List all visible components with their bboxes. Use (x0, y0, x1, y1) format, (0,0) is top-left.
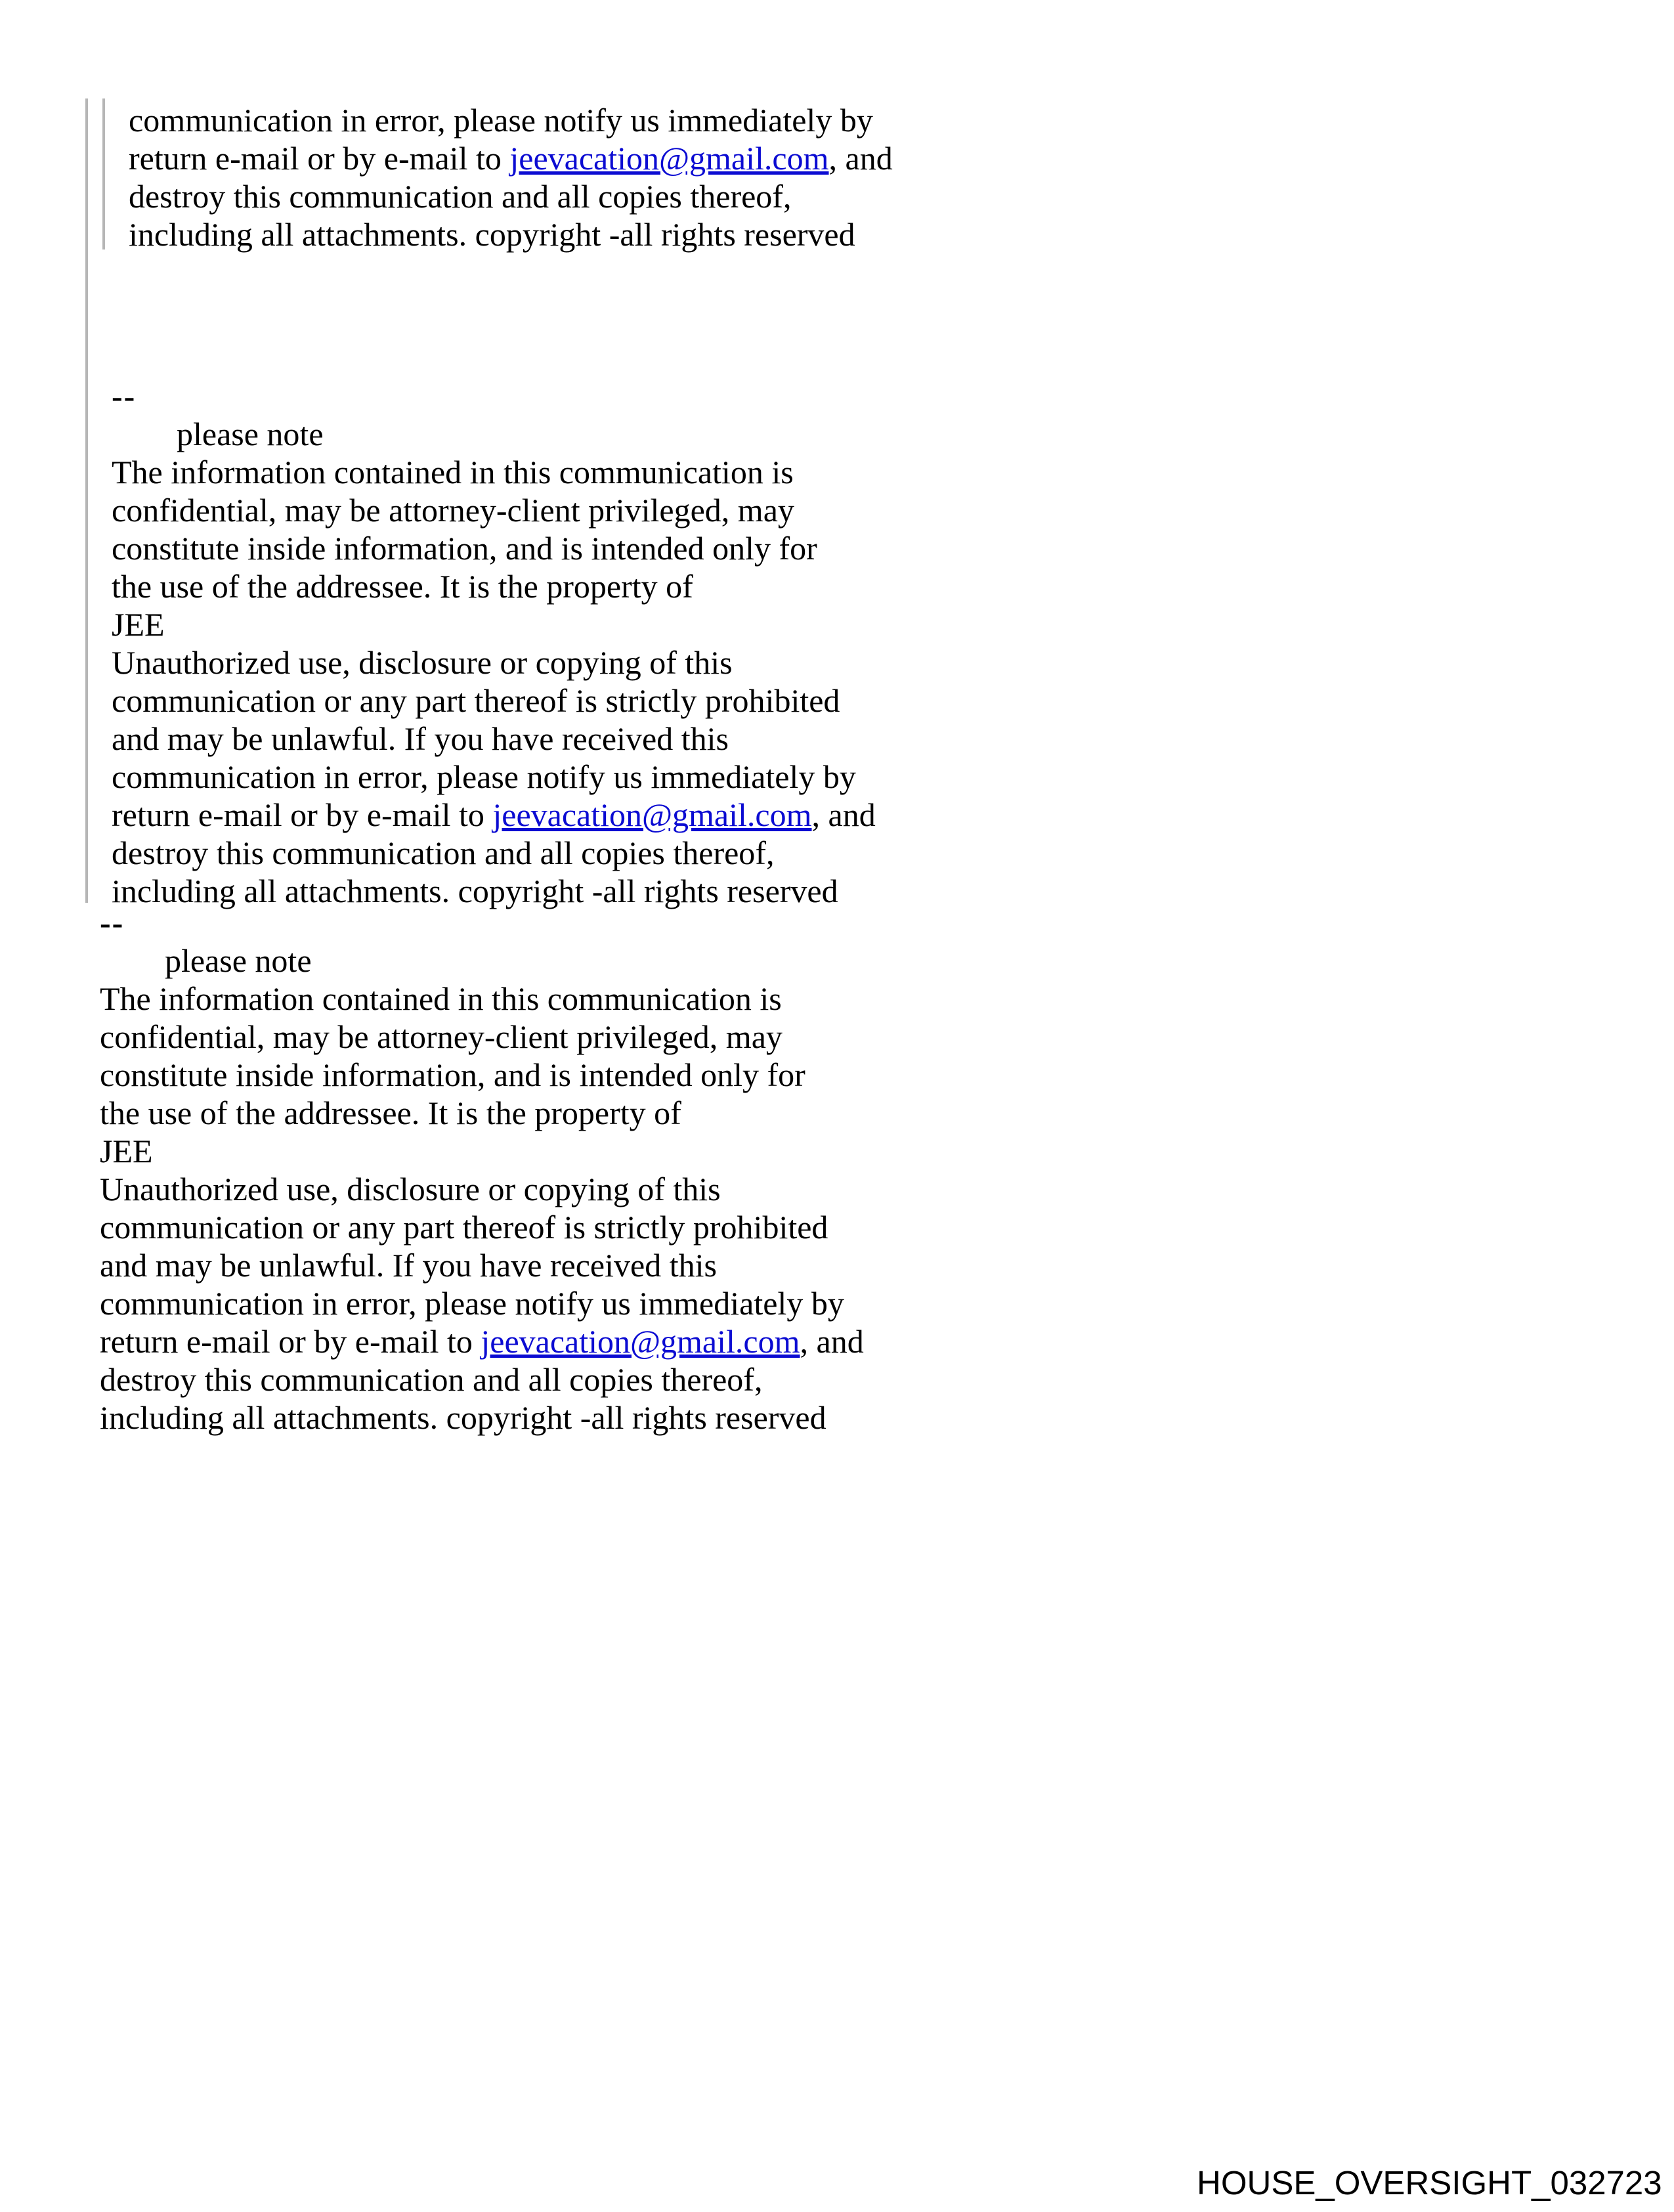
quoted-disclaimer (112, 377, 876, 910)
disclaimer-line: communication in error, please notify us immediately by (112, 758, 856, 795)
disclaimer-line: communication in error, please notify us immediately by (129, 102, 873, 139)
disclaimer-line: the use of the addressee. It is the property of (112, 568, 693, 605)
disclaimer (100, 903, 864, 1437)
link-line-after: , and (828, 140, 893, 177)
disclaimer-link-line (129, 139, 893, 177)
disclaimer-line: communication or any part thereof is strictly prohibited (112, 682, 840, 719)
signature-separator: -- (100, 904, 125, 941)
disclaimer-line: including all attachments. copyright -all rights reserved (100, 1399, 826, 1436)
email-link[interactable]: jeevacation@gmail.com (481, 1323, 800, 1360)
disclaimer-line: destroy this communication and all copies thereof, (112, 835, 775, 871)
disclaimer-line: JEE (100, 1133, 153, 1169)
quote-bar-inner (102, 98, 105, 249)
disclaimer-line: Unauthorized use, disclosure or copying of this (100, 1171, 721, 1207)
disclaimer-line: communication or any part thereof is strictly prohibited (100, 1209, 828, 1246)
please-note-label: please note (177, 416, 324, 452)
quote-bar-outer (85, 98, 88, 903)
disclaimer-line: destroy this communication and all copies thereof, (100, 1361, 763, 1398)
signature-separator: -- (112, 378, 137, 414)
disclaimer-link-line (100, 1322, 864, 1360)
link-line-before: return e-mail or by e-mail to (112, 796, 493, 833)
disclaimer-line: constitute inside information, and is intended only for (100, 1056, 805, 1093)
disclaimer-line: Unauthorized use, disclosure or copying of this (112, 644, 733, 681)
disclaimer-line: destroy this communication and all copies thereof, (129, 178, 792, 215)
disclaimer-line: and may be unlawful. If you have received this (100, 1247, 717, 1284)
bates-stamp: HOUSE_OVERSIGHT_032723 (1197, 2164, 1662, 2201)
disclaimer-line: JEE (112, 606, 165, 643)
email-link[interactable]: jeevacation@gmail.com (509, 140, 829, 177)
quoted-disclaimer-fragment (129, 101, 893, 253)
please-note-label: please note (165, 942, 312, 979)
link-line-before: return e-mail or by e-mail to (100, 1323, 481, 1360)
disclaimer-line: confidential, may be attorney-client privileged, may (100, 1018, 783, 1055)
disclaimer-line: confidential, may be attorney-client privileged, may (112, 492, 794, 529)
disclaimer-line: and may be unlawful. If you have received this (112, 720, 729, 757)
disclaimer-link-line (112, 796, 876, 834)
disclaimer-line: including all attachments. copyright -all rights reserved (129, 216, 855, 253)
email-link[interactable]: jeevacation@gmail.com (492, 796, 812, 833)
disclaimer-line: The information contained in this communication is (112, 454, 794, 490)
disclaimer-line: communication in error, please notify us immediately by (100, 1285, 844, 1322)
disclaimer-line: The information contained in this communication is (100, 980, 782, 1017)
disclaimer-line: including all attachments. copyright -all rights reserved (112, 873, 838, 909)
link-line-before: return e-mail or by e-mail to (129, 140, 510, 177)
disclaimer-line: constitute inside information, and is intended only for (112, 530, 817, 567)
disclaimer-line: the use of the addressee. It is the property of (100, 1095, 681, 1131)
link-line-after: , and (800, 1323, 864, 1360)
link-line-after: , and (811, 796, 876, 833)
